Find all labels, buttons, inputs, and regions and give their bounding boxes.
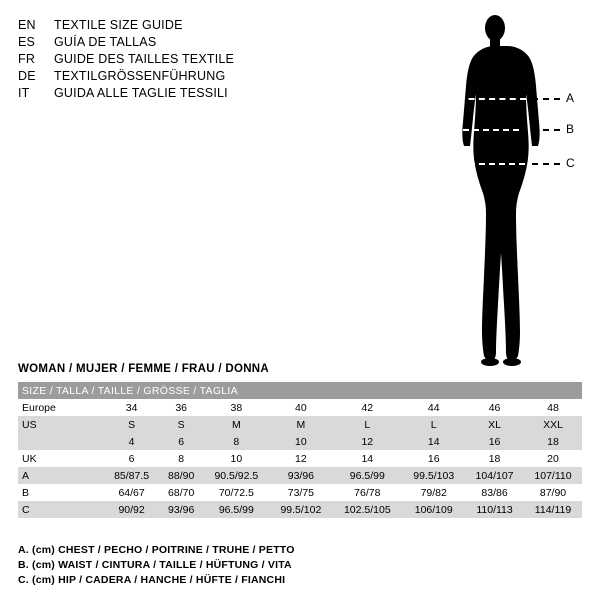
table-cell: 110/113 bbox=[465, 501, 524, 518]
table-cell: 40 bbox=[270, 399, 333, 416]
language-code: DE bbox=[18, 69, 36, 83]
table-cell: 16 bbox=[402, 450, 465, 467]
section-title: WOMAN / MUJER / FEMME / FRAU / DONNA bbox=[18, 363, 270, 375]
measure-line-waist-inner bbox=[453, 129, 519, 131]
table-cell: 96.5/99 bbox=[332, 467, 402, 484]
measure-line-chest-inner bbox=[448, 98, 526, 100]
table-cell: 4 bbox=[104, 433, 159, 450]
table-cell: 93/96 bbox=[270, 467, 333, 484]
language-text: TEXTILGRÖSSENFÜHRUNG bbox=[54, 69, 226, 83]
body-figure bbox=[420, 10, 590, 370]
table-cell: 14 bbox=[402, 433, 465, 450]
measure-line-hip-outer bbox=[532, 163, 560, 165]
table-cell: 79/82 bbox=[402, 484, 465, 501]
table-header-label: SIZE / TALLA / TAILLE / GRÖSSE / TAGLIA bbox=[18, 382, 582, 399]
language-text: GUÍA DE TALLAS bbox=[54, 35, 157, 49]
table-cell: 68/70 bbox=[159, 484, 203, 501]
table-row bbox=[18, 501, 582, 518]
language-header bbox=[18, 18, 348, 103]
table-cell: L bbox=[332, 416, 402, 433]
table-header-row bbox=[18, 382, 582, 399]
note-chest: A. (cm) CHEST / PECHO / POITRINE / TRUHE / PETTO bbox=[18, 544, 295, 556]
table-cell: 90.5/92.5 bbox=[203, 467, 269, 484]
table-cell: S bbox=[159, 416, 203, 433]
note-hip: C. (cm) HIP / CADERA / HANCHE / HÜFTE / FIANCHI bbox=[18, 574, 286, 586]
table-cell: 99.5/102 bbox=[270, 501, 333, 518]
table-cell: L bbox=[402, 416, 465, 433]
table-cell: 42 bbox=[332, 399, 402, 416]
table-cell: 6 bbox=[159, 433, 203, 450]
language-row bbox=[18, 52, 348, 69]
measure-label-b: B bbox=[566, 122, 575, 136]
language-text: TEXTILE SIZE GUIDE bbox=[54, 18, 183, 32]
language-text: GUIDA ALLE TAGLIE TESSILI bbox=[54, 86, 228, 100]
table-cell: 8 bbox=[203, 433, 269, 450]
table-cell: 93/96 bbox=[159, 501, 203, 518]
language-code: ES bbox=[18, 35, 36, 49]
table-cell: 6 bbox=[104, 450, 159, 467]
row-label: US bbox=[18, 416, 104, 433]
table-cell: 36 bbox=[159, 399, 203, 416]
table-cell: 83/86 bbox=[465, 484, 524, 501]
table-cell: 34 bbox=[104, 399, 159, 416]
female-silhouette-icon bbox=[440, 10, 550, 370]
row-label: B bbox=[18, 484, 104, 501]
table-cell: XL bbox=[465, 416, 524, 433]
table-row bbox=[18, 467, 582, 484]
table-cell: 99.5/103 bbox=[402, 467, 465, 484]
table-cell: XXL bbox=[524, 416, 582, 433]
table-row bbox=[18, 399, 582, 416]
language-row bbox=[18, 35, 348, 52]
table-cell: M bbox=[270, 416, 333, 433]
table-cell: S bbox=[104, 416, 159, 433]
measure-label-a: A bbox=[566, 91, 575, 105]
table-cell: 38 bbox=[203, 399, 269, 416]
table-cell: 64/67 bbox=[104, 484, 159, 501]
row-label: C bbox=[18, 501, 104, 518]
table-cell: 106/109 bbox=[402, 501, 465, 518]
table-row bbox=[18, 433, 582, 450]
table-cell: 88/90 bbox=[159, 467, 203, 484]
table-cell: 18 bbox=[465, 450, 524, 467]
language-code: IT bbox=[18, 86, 30, 100]
table-cell: M bbox=[203, 416, 269, 433]
table-row bbox=[18, 484, 582, 501]
measure-line-hip-inner bbox=[449, 163, 525, 165]
table-cell: 10 bbox=[270, 433, 333, 450]
language-row bbox=[18, 69, 348, 86]
language-row bbox=[18, 18, 348, 35]
row-label: A bbox=[18, 467, 104, 484]
table-cell: 20 bbox=[524, 450, 582, 467]
table-cell: 70/72.5 bbox=[203, 484, 269, 501]
size-table bbox=[18, 382, 582, 518]
table-cell: 48 bbox=[524, 399, 582, 416]
table-cell: 12 bbox=[270, 450, 333, 467]
row-label: UK bbox=[18, 450, 104, 467]
table-cell: 8 bbox=[159, 450, 203, 467]
table-cell: 87/90 bbox=[524, 484, 582, 501]
measure-line-waist-outer bbox=[532, 129, 560, 131]
table-cell: 85/87.5 bbox=[104, 467, 159, 484]
table-cell: 10 bbox=[203, 450, 269, 467]
note-waist: B. (cm) WAIST / CINTURA / TAILLE / HÜFTUNG / VITA bbox=[18, 559, 292, 571]
row-label bbox=[18, 433, 104, 450]
table-cell: 14 bbox=[332, 450, 402, 467]
language-code: FR bbox=[18, 52, 36, 66]
table-cell: 107/110 bbox=[524, 467, 582, 484]
table-cell: 18 bbox=[524, 433, 582, 450]
language-code: EN bbox=[18, 18, 36, 32]
table-row bbox=[18, 416, 582, 433]
measure-label-c: C bbox=[566, 156, 575, 170]
table-cell: 73/75 bbox=[270, 484, 333, 501]
row-label: Europe bbox=[18, 399, 104, 416]
table-cell: 16 bbox=[465, 433, 524, 450]
table-cell: 46 bbox=[465, 399, 524, 416]
table-row bbox=[18, 450, 582, 467]
table-cell: 114/119 bbox=[524, 501, 582, 518]
measurement-notes bbox=[18, 543, 295, 588]
table-cell: 104/107 bbox=[465, 467, 524, 484]
language-row bbox=[18, 86, 348, 103]
table-cell: 12 bbox=[332, 433, 402, 450]
table-cell: 102.5/105 bbox=[332, 501, 402, 518]
table-cell: 90/92 bbox=[104, 501, 159, 518]
table-cell: 96.5/99 bbox=[203, 501, 269, 518]
measure-line-chest-outer bbox=[532, 98, 560, 100]
table-cell: 76/78 bbox=[332, 484, 402, 501]
language-text: GUIDE DES TAILLES TEXTILE bbox=[54, 52, 235, 66]
table-cell: 44 bbox=[402, 399, 465, 416]
